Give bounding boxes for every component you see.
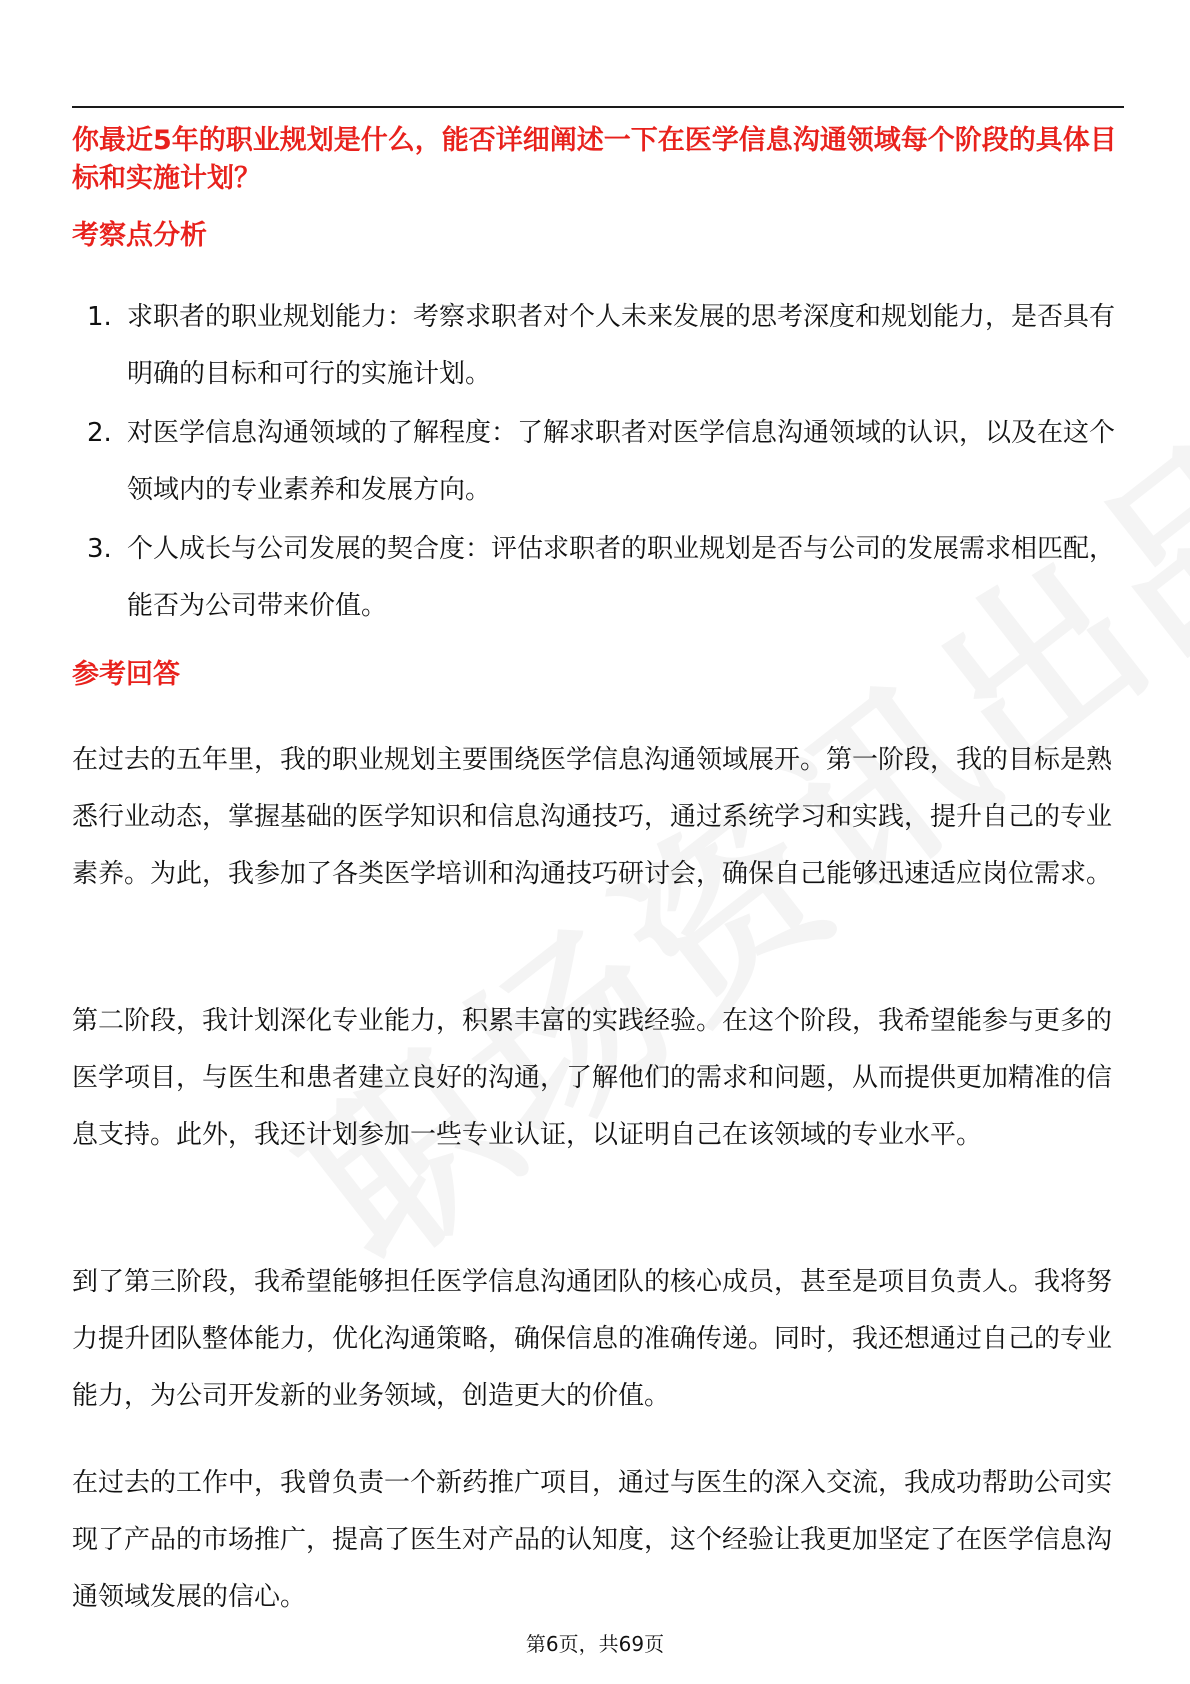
analysis-heading: 考察点分析 [72, 220, 207, 251]
list-item-text: 个人成长与公司发展的契合度：评估求职者的职业规划是否与公司的发展需求相匹配，能否为公司带来价值。 [127, 534, 1116, 621]
list-item-text: 对医学信息沟通领域的了解程度：了解求职者对医学信息沟通领域的认识，以及在这个领域内的专业素养和发展方向。 [127, 418, 1116, 505]
list-item [72, 289, 1122, 403]
answer-paragraph: 第二阶段，我计划深化专业能力，积累丰富的实践经验。在这个阶段，我希望能参与更多的医学项目，与医生和患者建立良好的沟通，了解他们的需求和问题，从而提供更加精准的信息支持。此外，我还计划参加一些专业认证，以证明自己在该领域的专业水平。 [72, 1006, 1113, 1150]
top-divider [72, 106, 1124, 108]
list-item [72, 405, 1122, 519]
list-number: 1. [87, 302, 112, 332]
list-number: 3. [87, 534, 112, 564]
list-item [72, 521, 1122, 635]
analysis-list [72, 289, 1122, 637]
question-title: 你最近5年的职业规划是什么，能否详细阐述一下在医学信息沟通领域每个阶段的具体目标和实施计划？ [72, 125, 1117, 194]
list-number: 2. [87, 418, 112, 448]
page-number: 第6页，共69页 [525, 1632, 665, 1656]
answer-paragraph: 到了第三阶段，我希望能够担任医学信息沟通团队的核心成员，甚至是项目负责人。我将努力提升团队整体能力，优化沟通策略，确保信息的准确传递。同时，我还想通过自己的专业能力，为公司开发新的业务领域，创造更大的价值。 [72, 1267, 1113, 1411]
answer-paragraph: 在过去的五年里，我的职业规划主要围绕医学信息沟通领域展开。第一阶段，我的目标是熟悉行业动态，掌握基础的医学知识和信息沟通技巧，通过系统学习和实践，提升自己的专业素养。为此，我参加了各类医学培训和沟通技巧研讨会，确保自己能够迅速适应岗位需求。 [72, 745, 1113, 889]
list-item-text: 求职者的职业规划能力：考察求职者对个人未来发展的思考深度和规划能力，是否具有明确的目标和可行的实施计划。 [127, 302, 1116, 389]
answer-paragraph: 在过去的工作中，我曾负责一个新药推广项目，通过与医生的深入交流，我成功帮助公司实现了产品的市场推广，提高了医生对产品的认知度，这个经验让我更加坚定了在医学信息沟通领域发展的信心。 [72, 1468, 1113, 1612]
answer-heading: 参考回答 [72, 659, 180, 690]
